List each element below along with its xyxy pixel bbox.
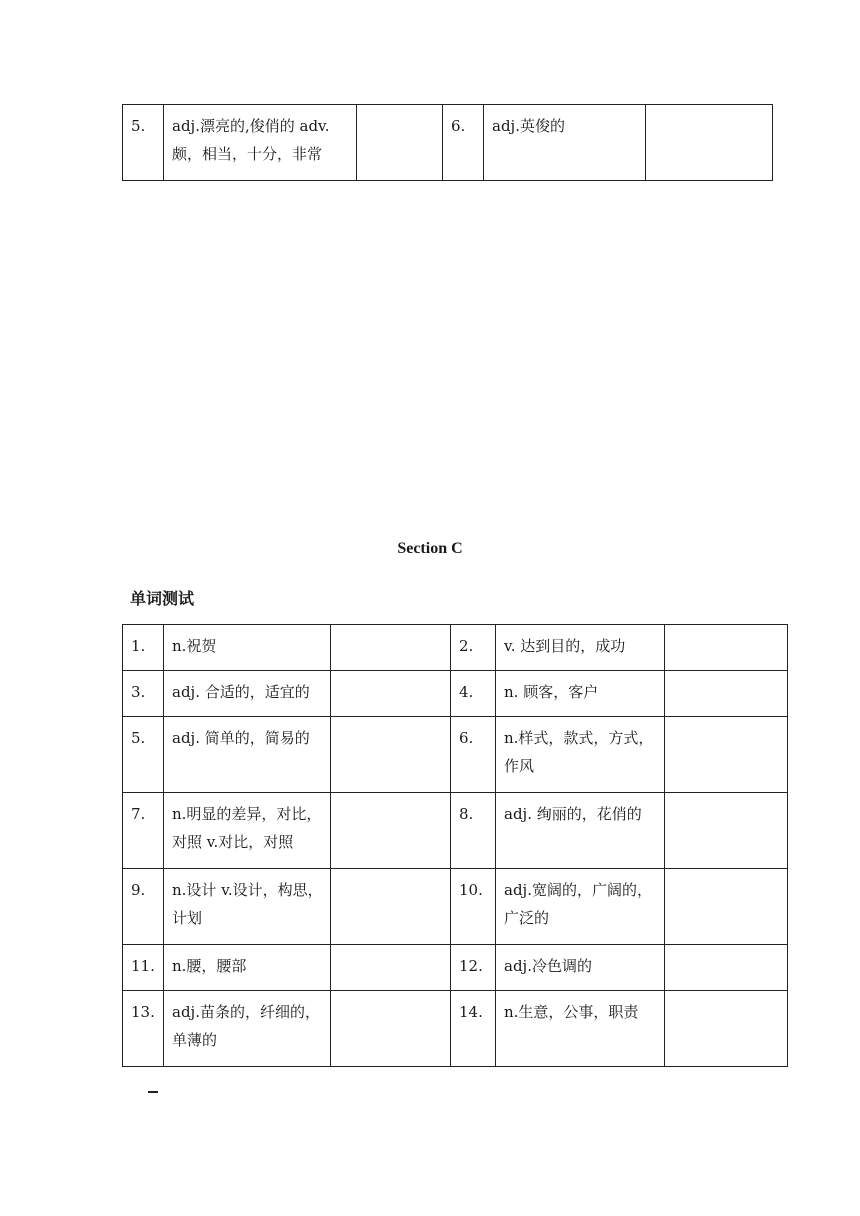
item-number: 4. <box>451 671 496 717</box>
item-definition: adj.漂亮的,俊俏的 adv. 颇，相当，十分，非常 <box>164 105 357 181</box>
answer-cell[interactable] <box>665 991 788 1067</box>
answer-cell[interactable] <box>331 717 451 793</box>
item-definition: adj.宽阔的，广阔的， 广泛的 <box>496 869 665 945</box>
vocab-test-table <box>122 624 788 1067</box>
answer-cell[interactable] <box>665 717 788 793</box>
section-title: Section C <box>397 540 463 557</box>
table-row <box>123 717 788 793</box>
item-number: 8. <box>451 793 496 869</box>
answer-cell[interactable] <box>665 671 788 717</box>
item-number: 6. <box>443 105 484 181</box>
item-definition: adj.冷色调的 <box>496 945 665 991</box>
item-number: 5. <box>123 105 164 181</box>
answer-cell[interactable] <box>331 793 451 869</box>
table-row <box>123 105 773 181</box>
item-definition: n.腰，腰部 <box>164 945 331 991</box>
answer-cell[interactable] <box>665 945 788 991</box>
item-number: 13. <box>123 991 164 1067</box>
item-definition: n.祝贺 <box>164 625 331 671</box>
item-number: 3. <box>123 671 164 717</box>
item-number: 12. <box>451 945 496 991</box>
answer-cell[interactable] <box>331 671 451 717</box>
answer-cell[interactable] <box>331 869 451 945</box>
item-number: 14. <box>451 991 496 1067</box>
item-number: 7. <box>123 793 164 869</box>
answer-cell[interactable] <box>331 991 451 1067</box>
item-definition: adj.苗条的，纤细的， 单薄的 <box>164 991 331 1067</box>
item-definition: adj. 简单的，简易的 <box>164 717 331 793</box>
item-definition: adj. 绚丽的，花俏的 <box>496 793 665 869</box>
item-definition: n.明显的差异，对比， 对照 v.对比，对照 <box>164 793 331 869</box>
table-row <box>123 625 788 671</box>
item-number: 5. <box>123 717 164 793</box>
item-number: 11. <box>123 945 164 991</box>
table-row <box>123 869 788 945</box>
item-definition: n. 顾客，客户 <box>496 671 665 717</box>
item-definition: n.设计 v.设计，构思， 计划 <box>164 869 331 945</box>
item-definition: n.生意，公事，职责 <box>496 991 665 1067</box>
table-row <box>123 671 788 717</box>
item-definition: n.样式，款式，方式， 作风 <box>496 717 665 793</box>
item-number: 2. <box>451 625 496 671</box>
answer-cell[interactable] <box>665 793 788 869</box>
answer-cell[interactable] <box>665 869 788 945</box>
table-row <box>123 793 788 869</box>
answer-cell[interactable] <box>331 625 451 671</box>
answer-cell[interactable] <box>331 945 451 991</box>
item-number: 1. <box>123 625 164 671</box>
item-definition: adj.英俊的 <box>484 105 646 181</box>
answer-cell[interactable] <box>665 625 788 671</box>
item-number: 9. <box>123 869 164 945</box>
table-row <box>123 945 788 991</box>
item-definition: adj. 合适的，适宜的 <box>164 671 331 717</box>
table-row <box>123 991 788 1067</box>
vocab-table-continued <box>122 104 773 181</box>
item-number: 10. <box>451 869 496 945</box>
answer-cell[interactable] <box>357 105 443 181</box>
item-number: 6. <box>451 717 496 793</box>
footer-dash <box>148 1091 158 1093</box>
item-definition: v. 达到目的，成功 <box>496 625 665 671</box>
answer-cell[interactable] <box>646 105 773 181</box>
vocab-test-heading: 单词测试 <box>130 589 195 608</box>
